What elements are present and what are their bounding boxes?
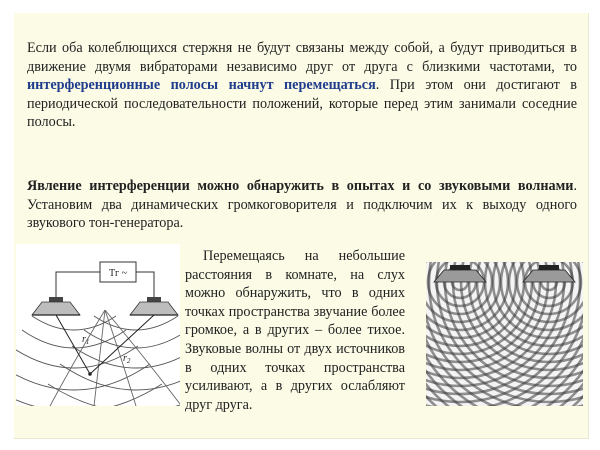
right-speaker-icon xyxy=(130,297,178,315)
r1-label: $r_1$ xyxy=(82,334,90,346)
paragraph-sound-interference xyxy=(27,177,577,233)
left-speaker-icon xyxy=(32,297,80,315)
generator-label: Тг ~ xyxy=(108,268,128,279)
paragraph-moving-fringes xyxy=(27,39,577,132)
paragraph2-text: . Установим два динамических громкоговорителя и подключим их к выходу одного звукового тон-генератора. xyxy=(27,178,577,232)
highlight-moving-fringes: интерференционные полосы начнут перемещаться xyxy=(27,77,376,94)
slide xyxy=(14,13,589,439)
interference-pattern-image xyxy=(426,262,583,406)
paragraph1-text-end: . При этом они достигают в периодической последовательности положений, которые перед этим занимали соседние полосы. xyxy=(27,77,577,131)
loudspeakers-diagram xyxy=(16,244,180,406)
loudspeakers-diagram-svg xyxy=(16,244,180,406)
paragraph1-text-start: Если оба колеблющихся стержня не будут связаны между собой, а будут приводиться в движение двумя вибраторами независимо друг от друга с близкими частотами, то xyxy=(27,40,577,75)
sound-interference-bold: Явление интерференции можно обнаружить в опытах и со звуковыми волнами xyxy=(27,178,574,194)
interference-pattern-svg xyxy=(426,262,583,406)
r2-label: $r_2$ xyxy=(123,353,131,365)
paragraph-loud-quiet-points: Перемещаясь на небольшие расстояния в комнате, на слух можно обнаружить, что в одних точках пространства звучание более громкое, а в других – более тихое. Звуковые волны от двух источников в одних точках пространства усиливают, а в других ослабляют друг друга. xyxy=(185,248,405,413)
